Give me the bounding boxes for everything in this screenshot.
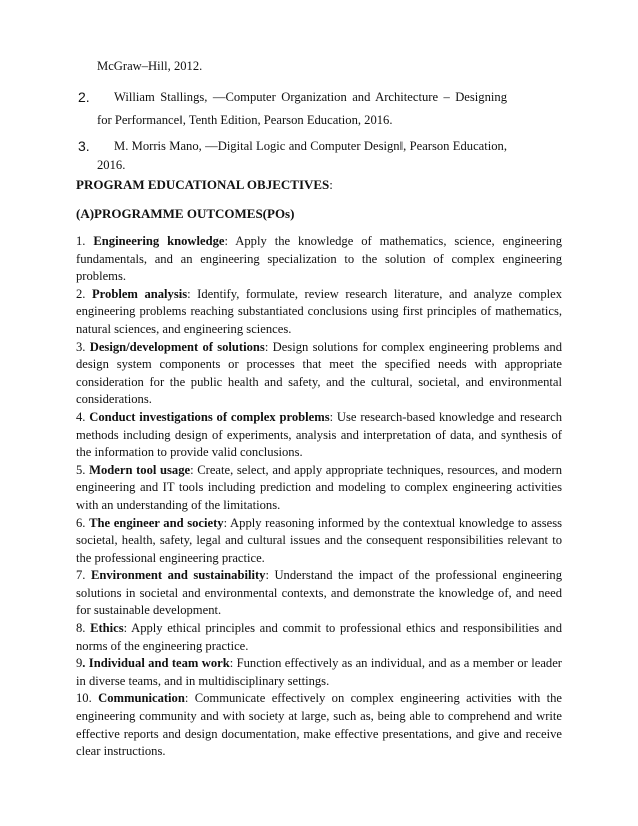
- outcomes-list: [76, 233, 562, 761]
- outcome-title: Design/development of solutions: [89, 339, 265, 354]
- outcome-title: Problem analysis: [91, 286, 188, 301]
- outcome-text: : Design solutions for complex engineering problems and design system components or processes that meet the specified needs with appropriate consideration for the public health and safety, and the cultural, societal, and environmental considerations.: [76, 339, 562, 407]
- outcome-number: 4.: [76, 409, 90, 424]
- outcome-number: 5.: [76, 462, 90, 477]
- outcome-text: : Use research-based knowledge and research methods including design of experiments, analysis and interpretation of data, and synthesis of the information to provide valid conclusions.: [76, 409, 562, 460]
- outcome-item: [76, 655, 562, 690]
- reference-2-body: [97, 87, 507, 131]
- peo-heading-colon: :: [329, 177, 333, 192]
- outcome-text: : Identify, formulate, review research literature, and analyze complex engineering problems reaching substantiated conclusions using first principles of mathematics, natural sciences, and engineering sciences.: [76, 286, 563, 336]
- outcome-text: : Apply reasoning informed by the contextual knowledge to assess societal, health, safety, legal and cultural issues and the consequent responsibilities relevant to the professional engineering practice.: [76, 515, 563, 565]
- po-heading: (A)PROGRAMME OUTCOMES(POs): [76, 206, 295, 221]
- reference-3-number: 3.: [78, 138, 90, 154]
- peo-heading-text: PROGRAM EDUCATIONAL OBJECTIVES: [76, 177, 330, 192]
- reference-3-first-line: M. Morris Mano, ―Digital Logic and Computer Design‖, Pearson Education,: [114, 139, 507, 153]
- outcome-item: [76, 515, 562, 568]
- outcome-text: : Communicate effectively on complex engineering activities with the engineering community and with society at large, such as, being able to comprehend and write effective reports and design documentation, make effective presentations, and give and receive clear instructions.: [76, 691, 563, 759]
- outcome-number: 3.: [76, 339, 90, 354]
- outcome-title: Environment and sustainability: [90, 568, 266, 583]
- outcome-title: Conduct investigations of complex problems: [89, 409, 330, 424]
- outcome-item: [76, 339, 562, 409]
- outcome-text: : Create, select, and apply appropriate techniques, resources, and modern engineering and IT tools including prediction and modeling to complex engineering activities with an understanding of the limitations.: [76, 462, 563, 512]
- outcome-number: 8.: [76, 621, 91, 636]
- outcome-number: 6.: [76, 515, 90, 530]
- outcome-title: The engineer and society: [89, 515, 224, 530]
- peo-heading: [76, 177, 333, 193]
- outcome-item: [76, 233, 562, 286]
- reference-2-first-line: William Stallings, ―Computer Organization and Architecture – Designing: [114, 90, 507, 104]
- outcome-item: [76, 567, 562, 620]
- outcome-number: 9: [76, 656, 83, 671]
- outcome-text: : Apply the knowledge of mathematics, science, engineering fundamentals, and an engineering specialization to the solution of complex engineering problems.: [76, 234, 563, 284]
- reference-2-number: 2.: [78, 89, 90, 105]
- outcome-number: 7.: [76, 568, 91, 583]
- reference-2-rest: for Performance‖, Tenth Edition, Pearson Education, 2016.: [97, 113, 393, 127]
- outcome-number: 2.: [76, 286, 92, 301]
- outcome-item: [76, 286, 562, 339]
- outcome-text: : Function effectively as an individual, and as a member or leader in diverse teams, and in multidisciplinary settings.: [76, 656, 562, 688]
- outcome-text: : Apply ethical principles and commit to professional ethics and responsibilities and norms of the engineering practice.: [76, 621, 563, 653]
- outcome-item: [76, 462, 562, 515]
- outcome-title: Modern tool usage: [89, 462, 191, 477]
- outcome-item: [76, 690, 562, 760]
- reference-1-text: McGraw–Hill, 2012.: [97, 59, 203, 73]
- outcome-title: Communication: [98, 691, 185, 706]
- outcome-title: Engineering knowledge: [93, 234, 225, 248]
- outcome-item: [76, 409, 562, 462]
- reference-3-body: [97, 136, 507, 176]
- reference-3-rest: 2016.: [97, 158, 126, 172]
- outcome-text: : Understand the impact of the professional engineering solutions in societal and environmental contexts, and demonstrate the knowledge of, and need for sustainable development.: [76, 568, 562, 618]
- outcome-title: . Individual and team work: [82, 656, 230, 671]
- outcome-item: [76, 620, 562, 655]
- outcome-number: 1.: [76, 234, 94, 248]
- outcome-title: Ethics: [90, 621, 124, 636]
- outcome-number: 10.: [76, 691, 99, 706]
